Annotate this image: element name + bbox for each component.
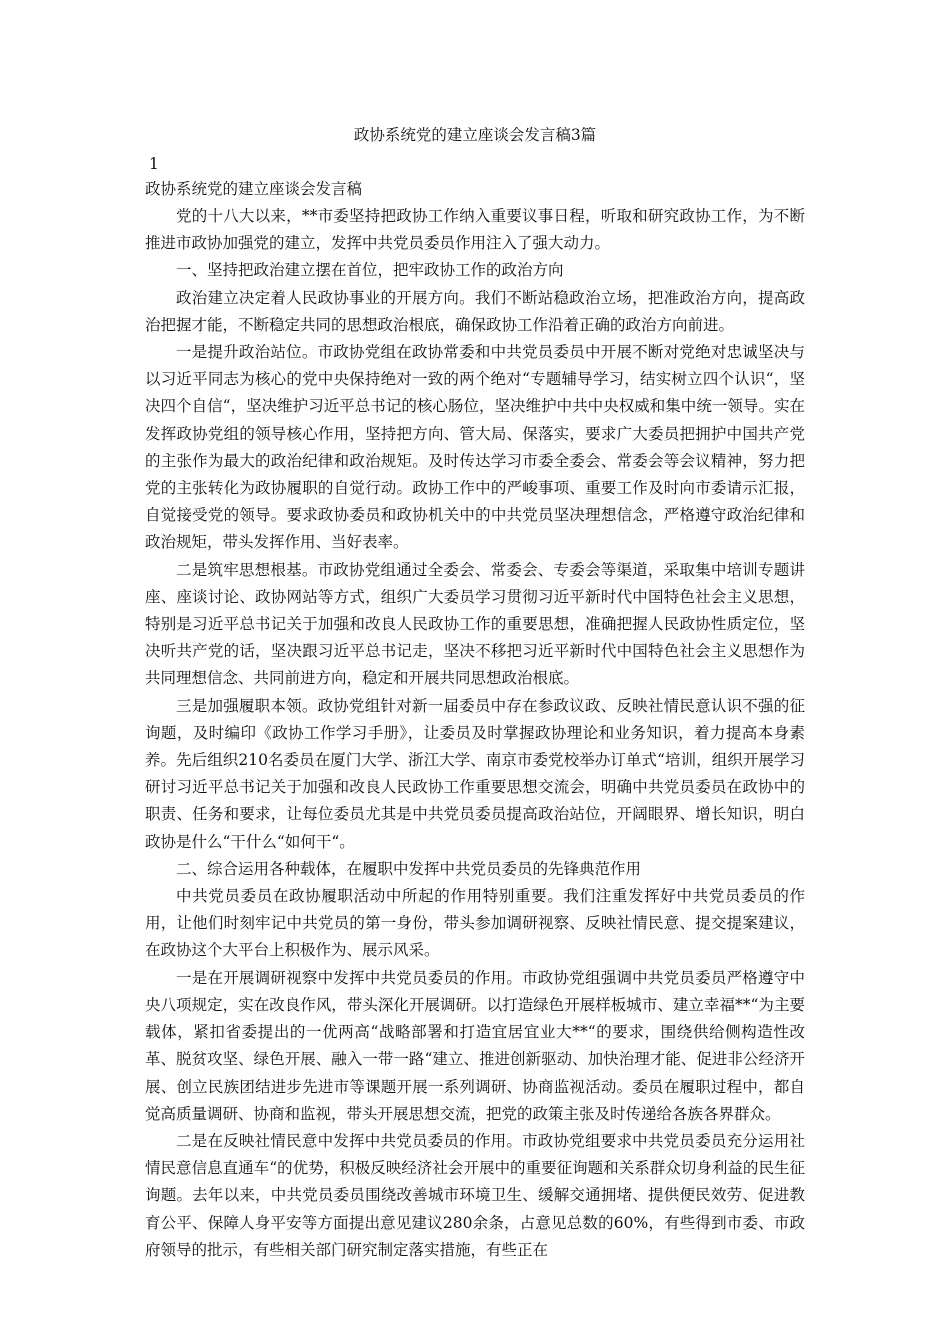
paragraph: 一是在开展调研视察中发挥中共党员委员的作用。市政协党组强调中共党员委员严格遵守中央八项规定，实在改良作风，带头深化开展调研。以打造绿色开展样板城市、建立幸福**“为主要载体，紧扣省委提出的一优两高“战略部署和打造宜居宜业大**“的要求，围绕供给侧构造性改革、脱贫攻坚、绿色开展、融入一带一路“建立、推进创新驱动、加快治理才能、促进非公经济开展、创立民族团结进步先进市等课题开展一系列调研、协商监视活动。委员在履职过程中，都自觉高质量调研、协商和监视，带头开展思想交流，把党的政策主张及时传递给各族各界群众。 xyxy=(145,968,805,1123)
document-subtitle: 政协系统党的建立座谈会发言稿 xyxy=(145,180,363,198)
paragraph-intro: 党的十八大以来，**市委坚持把政协工作纳入重要议事日程，听取和研究政协工作，为不断推进市政协加强党的建立，发挥中共党员委员作用注入了强大动力。 xyxy=(145,207,805,253)
section-heading-2: 二、综合运用各种载体，在履职中发挥中共党员委员的先锋典范作用 xyxy=(176,859,642,878)
paragraph: 三是加强履职本领。政协党组针对新一届委员中存在参政议政、反映社情民意认识不强的征询题，及时编印《政协工作学习手册》，让委员及时掌握政协理论和业务知识，着力提高本身素养。先后组织210名委员在厦门大学、浙江大学、南京市委党校举办订单式“培训，组织开展学习研讨习近平总书记关于加强和改良人民政协工作重要思想交流会，明确中共党员委员在政协中的 职责、任务和要求，让每位委员尤其是中共党员委员提高政治站位，开阔眼界、增长知识，明白政协是什么“干什么“如何干“。 xyxy=(145,696,805,851)
paragraph: 政治建立决定着人民政协事业的开展方向。我们不断站稳政治立场，把准政治方向，提高政治把握才能，不断稳定共同的思想政治根底，确保政协工作沿着正确的政治方向前进。 xyxy=(145,288,805,334)
section-heading-1: 一、坚持把政治建立摆在首位，把牢政协工作的政治方向 xyxy=(176,261,564,280)
paragraph: 中共党员委员在政协履职活动中所起的作用特别重要。我们注重发挥好中共党员委员的作用，让他们时刻牢记中共党员的第一身份，带头参加调研视察、反映社情民意、提交提案建议，在政协这个大平台上积极作为、展示风采。 xyxy=(145,887,805,960)
paragraph: 二是筑牢思想根基。市政协党组通过全委会、常委会、专委会等渠道，采取集中培训专题讲座、座谈讨论、政协网站等方式，组织广大委员学习贯彻习近平新时代中国特色社会主义思想，特别是习近平总书记关于加强和改良人民政协工作的重要思想，准确把握人民政协性质定位，坚决听共产党的话，坚决跟习近平总书记走，坚决不移把习近平新时代中国特色社会主义思想作为共同理想信念、共同前进方向，稳定和开展共同思想政治根底。 xyxy=(145,560,805,688)
document-page xyxy=(145,122,805,1264)
document-title: 政协系统党的建立座谈会发言稿3篇 xyxy=(353,126,597,144)
section-number: 1 xyxy=(149,155,159,173)
paragraph: 一是提升政治站位。市政协党组在政协常委和中共党员委员中开展不断对党绝对忠诚坚决与以习近平同志为核心的党中央保持绝对一致的两个绝对“专题辅导学习，结实树立四个认识“，坚决四个自信“，坚决维护习近平总书记的核心肠位，坚决维护中共中央权威和集中统一领导。实在发挥政协党组的领导核心作用，坚持把方向、管大局、保落实，要求广大委员把拥护中国共产党的主张作为最大的政治纪律和政治规矩。及时传达学习市委全委会、常委会等会议精神，努力把党的主张转化为政协履职的自觉行动。政协工作中的严峻事项、重要工作及时向市委请示汇报，自觉接受党的领导。要求政协委员和政协机关中的中共党员坚决理想信念，严格遵守政治纪律和政治规矩，带头发挥作用、当好表率。 xyxy=(145,343,805,552)
paragraph: 二是在反映社情民意中发挥中共党员委员的作用。市政协党组要求中共党员委员充分运用社情民意信息直通车“的优势，积极反映经济社会开展中的重要征询题和关系群众切身利益的民生征询题。去年以来，中共党员委员围绕改善城市环境卫生、缓解交通拥堵、提供便民效劳、促进教育公平、保障人身平安等方面提出意见建议280余条，占意见总数的60%，有些得到市委、市政府领导的批示，有些相关部门研究制定落实措施，有些正在 xyxy=(145,1131,805,1259)
